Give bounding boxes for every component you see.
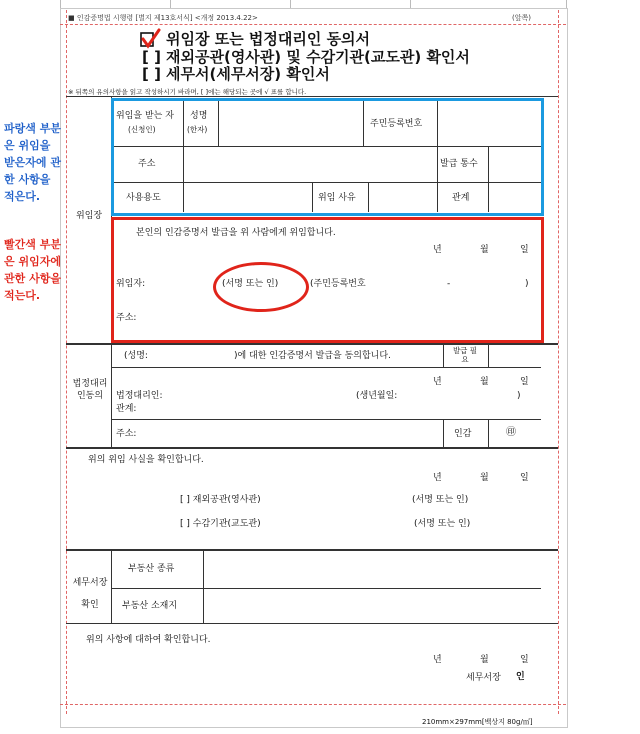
instruction-text: ※ 뒤쪽의 유의사항을 읽고 작성하시기 바라며, [ ]에는 해당되는 곳에 √ 표를 합니다. [68,88,307,96]
blue-annotation: 파랑색 부분은 위임을 받은자에 관한 사항을 적은다. [4,122,61,203]
birthdate-close: ) [517,391,521,401]
confirm-statement: 위의 위임 사실을 확인합니다. [88,455,204,465]
title-bracket-2[interactable]: [ ] [142,48,161,66]
resident-number-dash: - [447,279,451,289]
recipient-label: 위임을 받는 자 [116,111,174,121]
row-divider [66,623,558,624]
property-location-field[interactable] [206,590,538,621]
title-line-2: 재외공관(영사관) 및 수감기관(교도관) 확인서 [166,48,470,66]
section-divider [66,343,558,345]
legal-agent-label: 법정대리인: [116,391,163,401]
col-divider [443,343,444,367]
delegatee-highlight-box [111,98,544,216]
guardian-address-field[interactable] [146,422,440,444]
delegator-highlight-box [111,217,544,343]
tax-date-year: 년 [433,655,442,665]
guardian-relation-label: 관계: [116,404,137,414]
delegation-statement: 본인의 인감증명서 발급을 위 사람에게 위임합니다. [136,228,336,238]
row-divider [111,588,541,589]
col-divider [443,419,444,447]
ruler-tick [566,0,567,8]
delegator-label: 위임자: [116,279,146,289]
purpose-label: 사용용도 [126,193,161,203]
tax-officer-label: 세무서장 [466,673,501,683]
relation-label: 관계 [452,193,470,203]
ruler-tick [170,0,171,8]
title-bracket-3[interactable]: [ ] [142,65,161,83]
section-label-guardian: 법정대리인동의 [72,379,108,401]
title-line-3: 세무서(세무서장) 확인서 [166,65,330,83]
issue-needed-label: 발급 필요 [452,346,478,364]
delegator-address-label: 주소: [116,313,137,323]
property-type-field[interactable] [206,552,538,586]
delegation-reason-label: 위임 사유 [318,193,356,203]
paper-spec-footer: 210mm×297mm[백상지 80g/㎡] [422,718,533,726]
red-annotation: 빨간색 부분은 위임자에 관한 사항을 적는다. [4,238,61,302]
col-divider [111,343,112,447]
birthdate-label: (생년월일: [356,391,398,401]
embassy-signature-label: (서명 또는 인) [412,495,469,505]
confirm-date-month: 월 [480,473,489,483]
prison-checkbox[interactable]: [ ] 수감기관(교도관) [180,519,261,529]
date-month: 월 [480,245,489,255]
ruler-tick [410,0,411,8]
seal-mark-icon: ㊞ [506,427,516,438]
delegator-resident-number-label: (주민등록번호 [310,279,366,289]
resident-number-label: 주민등록번호 [370,119,423,129]
section-divider [66,549,558,551]
date-day: 일 [520,245,529,255]
guardian-consent-text: )에 대한 인감증명서 발급을 동의합니다. [234,351,391,361]
page-side-note: (앞쪽) [512,14,531,22]
tax-date-day: 일 [520,655,529,665]
title-line-1: 위임장 또는 법정대리인 동의서 [166,30,371,48]
seal-label: 인감 [454,429,472,439]
issue-count-label: 발급 통수 [440,159,478,169]
resident-number-close: ) [525,279,529,289]
property-type-label: 부동산 종류 [128,564,175,574]
prison-signature-label: (서명 또는 인) [414,519,471,529]
embassy-checkbox[interactable]: [ ] 재외공관(영사관) [180,495,261,505]
confirm-date-year: 년 [433,473,442,483]
row-divider [111,367,541,368]
guardian-address-label: 주소: [116,429,137,439]
checkmark-icon [138,28,162,50]
guardian-child-name-field[interactable] [160,348,232,364]
property-location-label: 부동산 소재지 [122,601,178,611]
ruler-tick [290,0,291,8]
section-divider [66,447,558,449]
guardian-date-year: 년 [433,377,442,387]
ruler-tick [60,0,61,8]
divider [66,96,558,97]
col-divider [203,549,204,623]
guardian-date-day: 일 [520,377,529,387]
address-label: 주소 [138,159,156,169]
section-label-tax-office: 세무서장 확인 [72,578,108,610]
signature-label: (서명 또는 인) [222,279,279,289]
name-sub-label: (한자) [187,125,208,134]
date-year: 년 [433,245,442,255]
row-divider [111,419,541,420]
col-divider [488,343,489,367]
tax-confirm-statement: 위의 사항에 대하여 확인합니다. [86,635,211,645]
confirm-date-day: 일 [520,473,529,483]
recipient-sub-label: (신청인) [128,125,156,134]
name-label: 성명 [190,111,208,121]
margin-guide [60,24,566,25]
col-divider [111,549,112,623]
col-divider [488,419,489,447]
tax-seal-mark: 인 [516,672,525,682]
guardian-date-month: 월 [480,377,489,387]
margin-guide [558,10,559,714]
law-reference: ■ 인감증명법 시행령 [별지 제13호서식] <개정 2013.4.22> [68,14,258,22]
section-label-delegation: 위임장 [76,211,103,221]
margin-guide [66,10,67,714]
margin-guide [60,704,566,705]
guardian-name-label: (성명: [124,351,148,361]
tax-date-month: 월 [480,655,489,665]
